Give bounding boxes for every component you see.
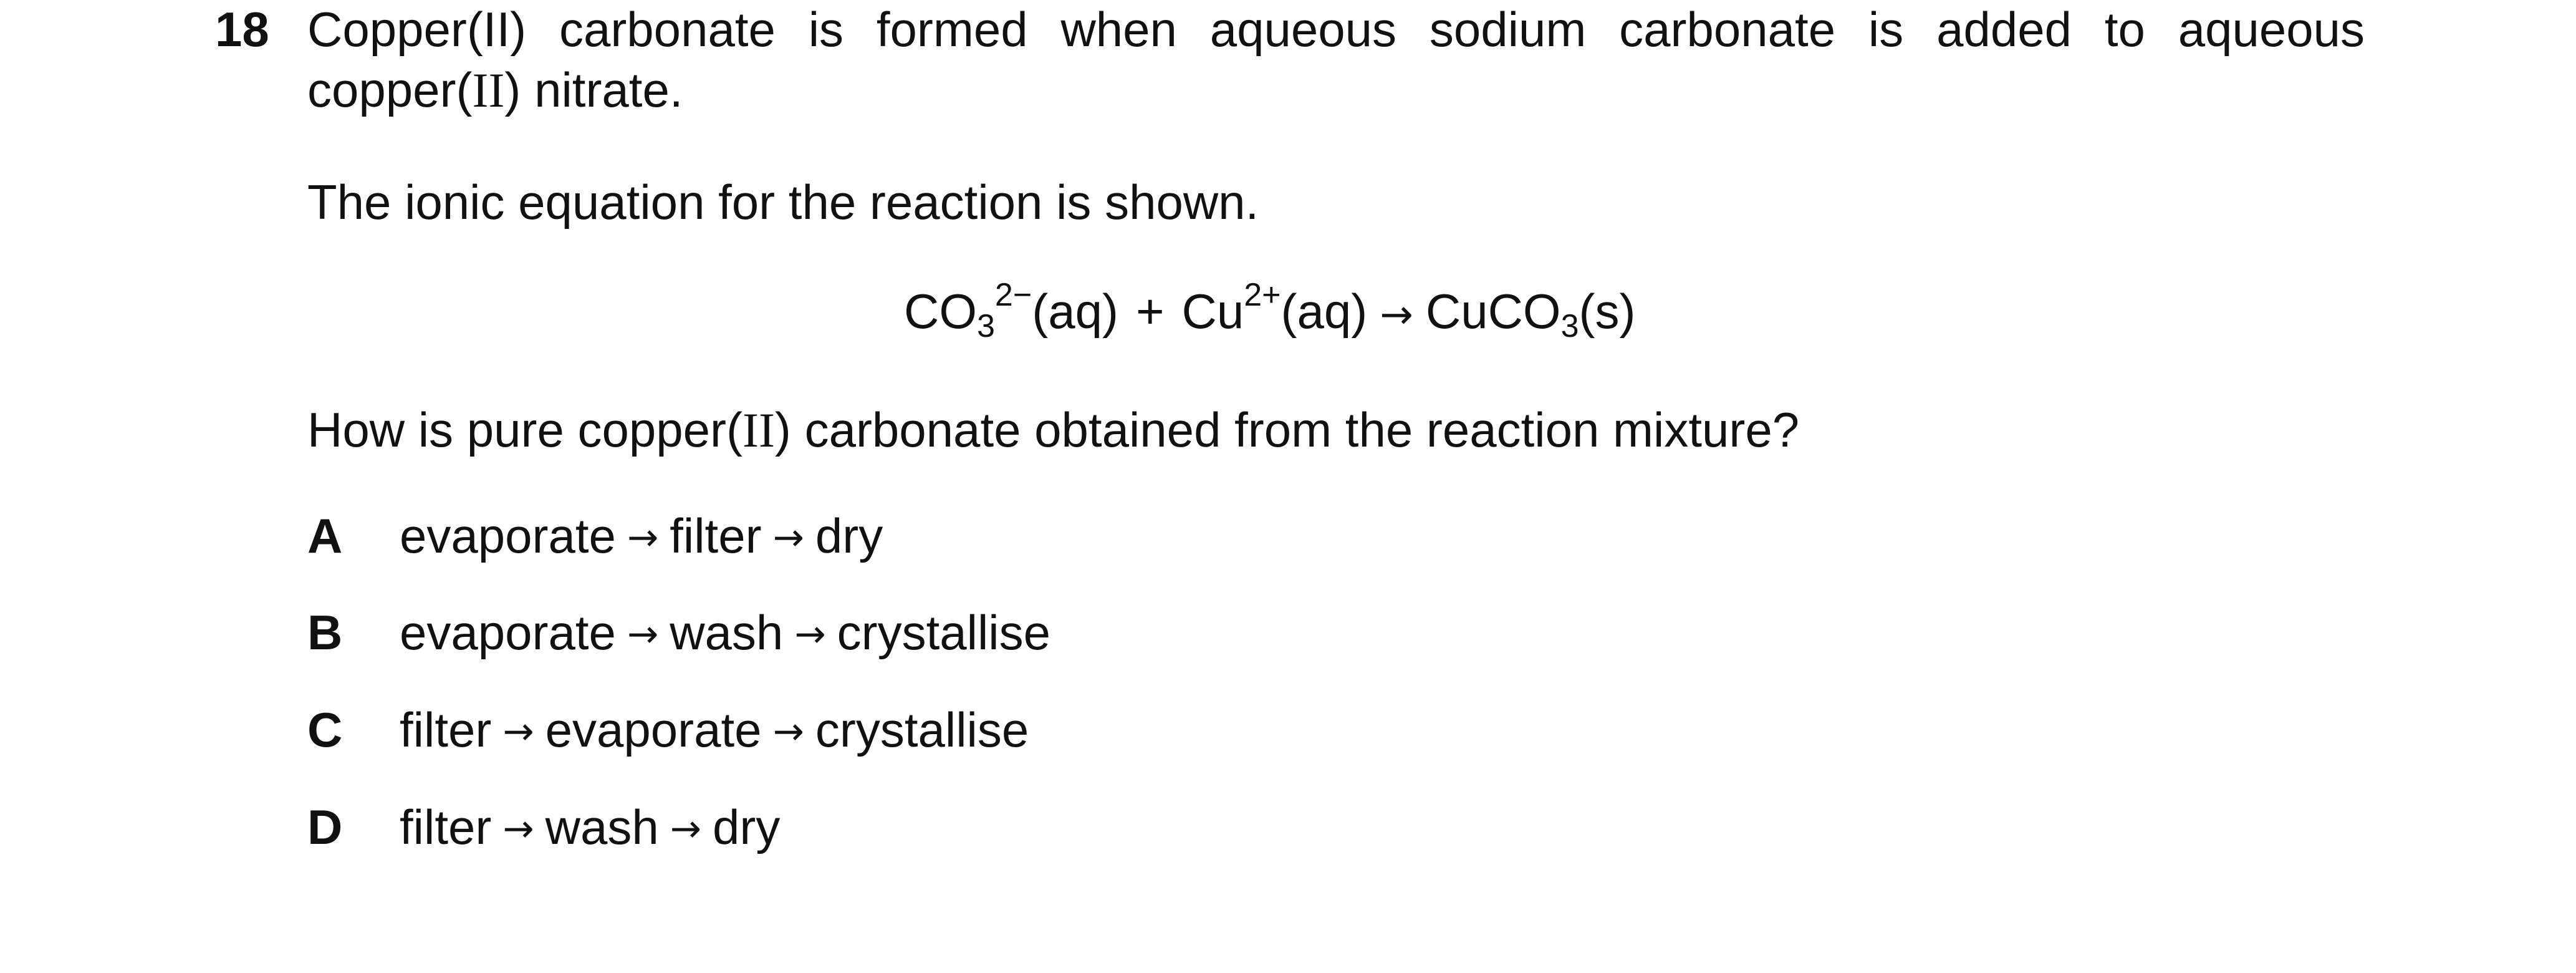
- option-step: dry: [713, 800, 781, 854]
- right-arrow-icon: →: [772, 516, 804, 559]
- product-formula: CuCO: [1425, 284, 1561, 339]
- right-arrow-icon: →: [772, 710, 804, 753]
- right-arrow-icon: →: [627, 516, 659, 559]
- carbonate-charge: 2−: [994, 277, 1032, 313]
- prompt-prefix: How is pure copper(: [307, 402, 743, 457]
- option-step: filter: [400, 702, 492, 757]
- option-text: [400, 605, 1050, 660]
- reaction-arrow-icon: →: [1380, 292, 1413, 338]
- option-step: evaporate: [400, 508, 616, 563]
- option-step: evaporate: [545, 702, 762, 757]
- option-step: crystallise: [837, 605, 1050, 660]
- option-step: filter: [400, 800, 492, 854]
- stem-line-2-prefix: copper(: [307, 62, 473, 117]
- product-subscript: 3: [1560, 308, 1579, 344]
- prompt-suffix: ) carbonate obtained from the reaction mixture?: [774, 402, 1800, 457]
- stem-line-2-suffix: ) nitrate.: [504, 62, 683, 117]
- option-step: wash: [545, 800, 659, 854]
- option-step: crystallise: [815, 702, 1029, 757]
- right-arrow-icon: →: [502, 807, 534, 851]
- option-letter: C: [307, 702, 343, 757]
- carbonate-subscript: 3: [977, 308, 995, 344]
- option-text: [400, 800, 781, 854]
- roman-numeral: II: [472, 63, 505, 117]
- right-arrow-icon: →: [794, 612, 826, 656]
- option-letter: A: [307, 508, 343, 563]
- carbonate-formula: CO: [904, 284, 977, 339]
- equation-intro: The ionic equation for the reaction is shown.: [307, 175, 1259, 230]
- question-stem-line-2: [307, 62, 683, 117]
- option-text: [400, 508, 883, 563]
- question-number: 18: [215, 2, 269, 57]
- option-step: wash: [670, 605, 784, 660]
- product-state: (s): [1579, 284, 1636, 339]
- option-step: dry: [815, 508, 883, 563]
- option-step: evaporate: [400, 605, 616, 660]
- right-arrow-icon: →: [627, 612, 659, 656]
- carbonate-state: (aq): [1032, 284, 1118, 339]
- option-letter: B: [307, 605, 343, 660]
- option-letter: D: [307, 800, 343, 854]
- copper-ion-state: (aq): [1281, 284, 1368, 339]
- option-text: [400, 702, 1029, 757]
- right-arrow-icon: →: [502, 710, 534, 753]
- question-stem-line-1: Copper(II) carbonate is formed when aqueous sodium carbonate is added to aqueous: [307, 2, 2365, 57]
- roman-numeral: II: [742, 403, 775, 457]
- ionic-equation: [904, 277, 1636, 344]
- option-step: filter: [670, 508, 762, 563]
- copper-ion-formula: Cu: [1181, 284, 1244, 339]
- right-arrow-icon: →: [670, 807, 702, 851]
- copper-ion-charge: 2+: [1244, 277, 1281, 313]
- question-prompt: [307, 402, 1800, 457]
- plus-sign: +: [1135, 284, 1165, 339]
